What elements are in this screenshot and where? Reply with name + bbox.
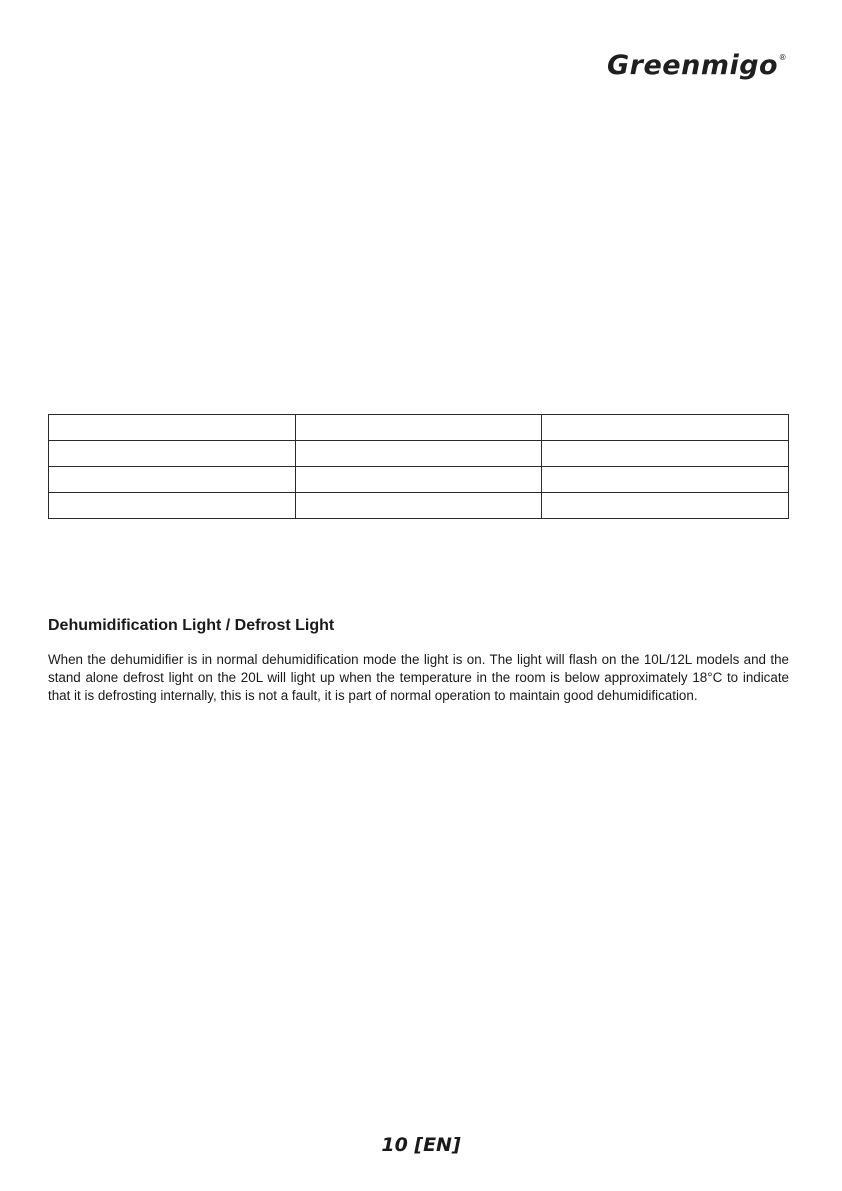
table-row <box>49 467 789 493</box>
table-cell <box>542 415 789 441</box>
table-row <box>49 493 789 519</box>
table-cell <box>49 415 296 441</box>
table-row <box>49 441 789 467</box>
table-cell <box>542 441 789 467</box>
section-heading: Dehumidification Light / Defrost Light <box>48 617 335 634</box>
table-cell <box>295 441 542 467</box>
table-cell <box>295 467 542 493</box>
table-cell <box>542 493 789 519</box>
empty-table <box>48 414 789 519</box>
table-cell <box>49 441 296 467</box>
table-cell <box>49 493 296 519</box>
brand-logo-text: Greenmigo <box>607 50 779 81</box>
table-cell <box>542 467 789 493</box>
page-number: 10 [EN] <box>381 1134 461 1156</box>
table-cell <box>49 467 296 493</box>
registered-mark: ® <box>778 53 788 62</box>
brand-logo <box>607 50 788 81</box>
section-body: When the dehumidifier is in normal dehumidification mode the light is on. The light will flash on the 10L/12L models and the stand alone defrost light on the 20L will light up when the temperature in the room is below approximately 18°C to indicate that it is defrosting internally, this is not a fault, it is part of normal operation to maintain good dehumidification. <box>48 652 789 703</box>
table-cell <box>295 415 542 441</box>
table-row <box>49 415 789 441</box>
table-cell <box>295 493 542 519</box>
